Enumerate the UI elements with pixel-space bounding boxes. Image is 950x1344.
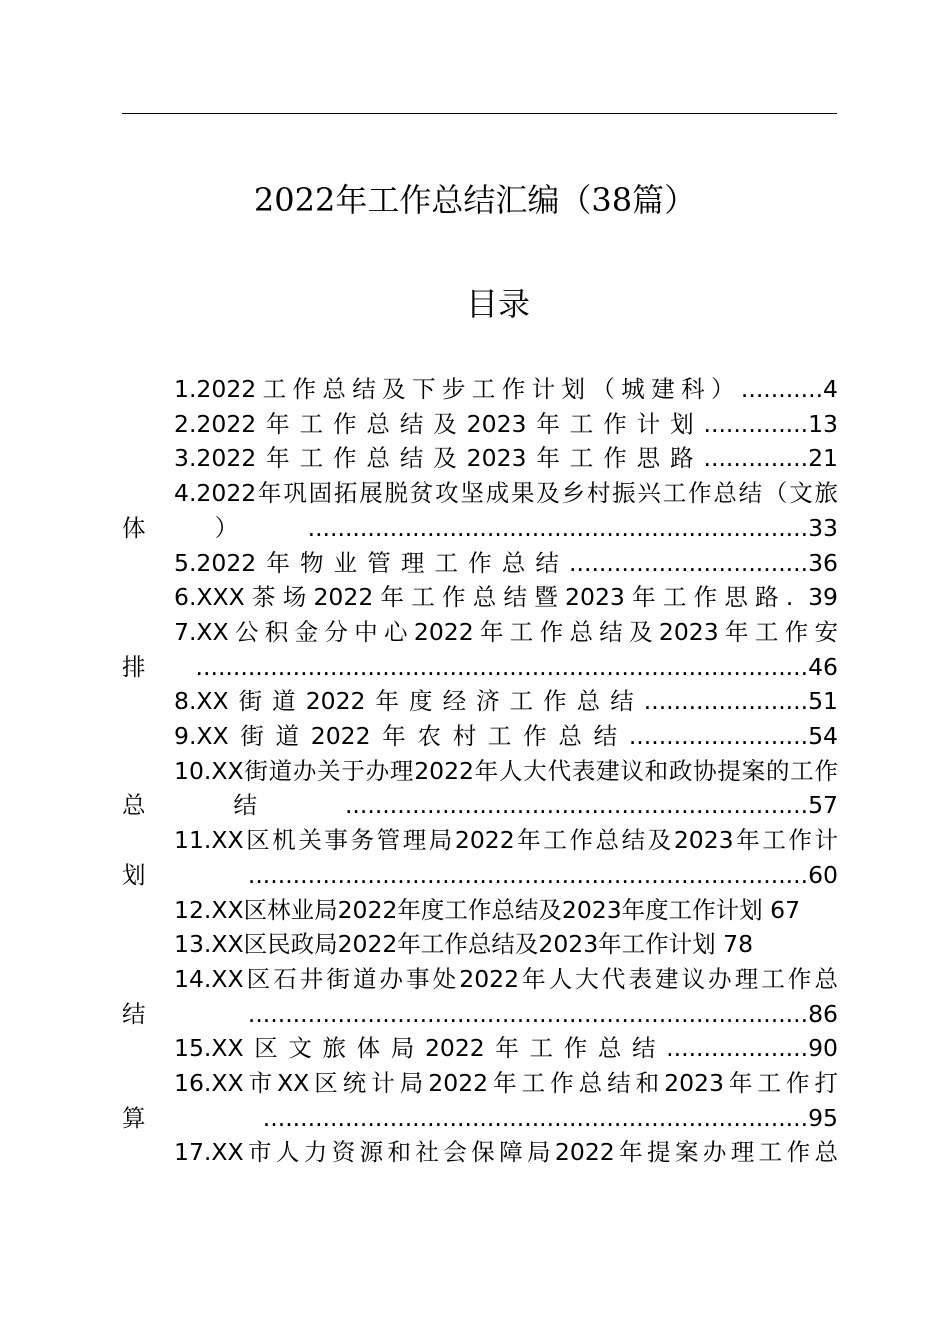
toc-entry-title: 11.XX区机关事务管理局2022年工作总结及2023年工作计划 <box>122 826 838 889</box>
toc-entry-title: 13.XX区民政局2022年工作总结及2023年工作计划 <box>174 930 716 959</box>
toc-entry-title: 14.XX区石井街道办事处2022年人大代表建议办理工作总结 <box>122 964 838 1028</box>
toc-entry-title: 17.XX市人力资源和社会保障局2022年提案办理工作总 <box>174 1138 838 1167</box>
toc-entry-title: 6.XXX茶场2022年工作总结暨2023年工作思路 <box>174 583 786 612</box>
toc-entry-page: 54 <box>808 722 838 751</box>
toc-leader-dots: ........................................................................... <box>247 860 809 889</box>
toc-entry[interactable] <box>122 615 838 684</box>
toc-leader-dots: ...................... <box>643 687 809 716</box>
toc-entry-page: 67 <box>770 895 801 924</box>
toc-leader-dots: .................................................................................. <box>195 652 809 681</box>
toc-entry-page: 21 <box>808 444 838 473</box>
toc-entry[interactable] <box>122 754 838 823</box>
document-title: 2022年工作总结汇编（38篇） <box>253 181 697 219</box>
toc-entry[interactable] <box>122 407 838 442</box>
toc-entry-title: 5.2022年物业管理工作总结 <box>174 548 570 577</box>
toc-entry-title: 15.XX区文旅体局2022年工作总结 <box>174 1034 667 1063</box>
toc-entry-page: 39 <box>808 583 838 612</box>
toc-entry-page: 78 <box>723 930 754 959</box>
toc-entry[interactable] <box>122 823 838 892</box>
toc-entry[interactable] <box>122 476 838 545</box>
toc-entry-title: 9.XX街道2022年农村工作总结 <box>174 722 629 751</box>
toc-entry-title: 8.XX街道2022年度经济工作总结 <box>174 687 644 716</box>
toc-entry-title: 10.XX街道办关于办理2022年人大代表建议和政协提案的工作总结 <box>122 756 838 820</box>
toc-entry[interactable] <box>122 1031 838 1066</box>
toc-entry-page: 13 <box>808 409 838 438</box>
toc-leader-dots: ......................................................................... <box>262 1103 809 1132</box>
toc-entry-page: 86 <box>808 999 838 1028</box>
toc-entry-page: 36 <box>808 548 838 577</box>
toc-entry[interactable] <box>122 1135 838 1170</box>
toc-entry[interactable] <box>122 580 838 615</box>
toc-leader-dots: ........... <box>740 375 824 403</box>
toc-entry[interactable] <box>122 962 838 1031</box>
toc-entry-title: 7.XX公积金分中心2022年工作总结及2023年工作安排 <box>122 617 838 681</box>
toc-leader-dots: .............. <box>703 444 809 473</box>
toc-entry[interactable] <box>122 684 838 719</box>
toc-leader-dots: .............................................................. <box>344 791 809 820</box>
toc-entry-title: 12.XX区林业局2022年度工作总结及2023年度工作计划 <box>174 895 763 924</box>
toc-entry-page: 33 <box>808 513 838 542</box>
toc-entry-title: 2.2022年工作总结及2023年工作计划 <box>174 409 704 438</box>
toc-entry-page: 46 <box>808 652 838 681</box>
toc-entry-page: 95 <box>808 1103 838 1132</box>
toc-entry[interactable] <box>122 927 838 962</box>
toc-leader-dots: ........................................................................... <box>247 999 809 1028</box>
toc-leader-dots: ................... <box>666 1034 809 1063</box>
toc-entry-page: 4 <box>823 375 838 403</box>
toc-leader-dots: ................................ <box>569 548 809 577</box>
toc-entry[interactable] <box>122 372 838 407</box>
toc-leader-dots: . <box>785 583 794 612</box>
toc-entry-page: 51 <box>808 687 838 716</box>
toc-leader-dots: .............. <box>703 409 809 438</box>
toc-entry-title: 3.2022年工作总结及2023年工作思路 <box>174 444 704 473</box>
toc-entry-page: 57 <box>808 791 838 820</box>
toc-leader-dots: ........................ <box>628 722 809 751</box>
table-of-contents <box>122 372 838 1170</box>
toc-entry[interactable] <box>122 719 838 754</box>
toc-entry-title: 16.XX市XX区统计局2022年工作总结和2023年工作打算 <box>122 1069 838 1132</box>
toc-entry[interactable] <box>122 893 838 928</box>
toc-entry-page: 90 <box>808 1034 838 1063</box>
toc-heading: 目录 <box>465 285 530 323</box>
toc-entry-page: 60 <box>808 860 838 889</box>
toc-leader-dots: ................................................................... <box>307 513 809 542</box>
toc-entry-title: 4.2022年巩固拓展脱贫攻坚成果及乡村振兴工作总结（文旅体） <box>122 479 838 542</box>
toc-entry[interactable] <box>122 546 838 581</box>
toc-entry[interactable] <box>122 1066 838 1135</box>
toc-entry-title: 1.2022工作总结及下步工作计划（城建科） <box>174 375 741 403</box>
toc-entry[interactable] <box>122 441 838 476</box>
header-rule <box>122 113 837 114</box>
